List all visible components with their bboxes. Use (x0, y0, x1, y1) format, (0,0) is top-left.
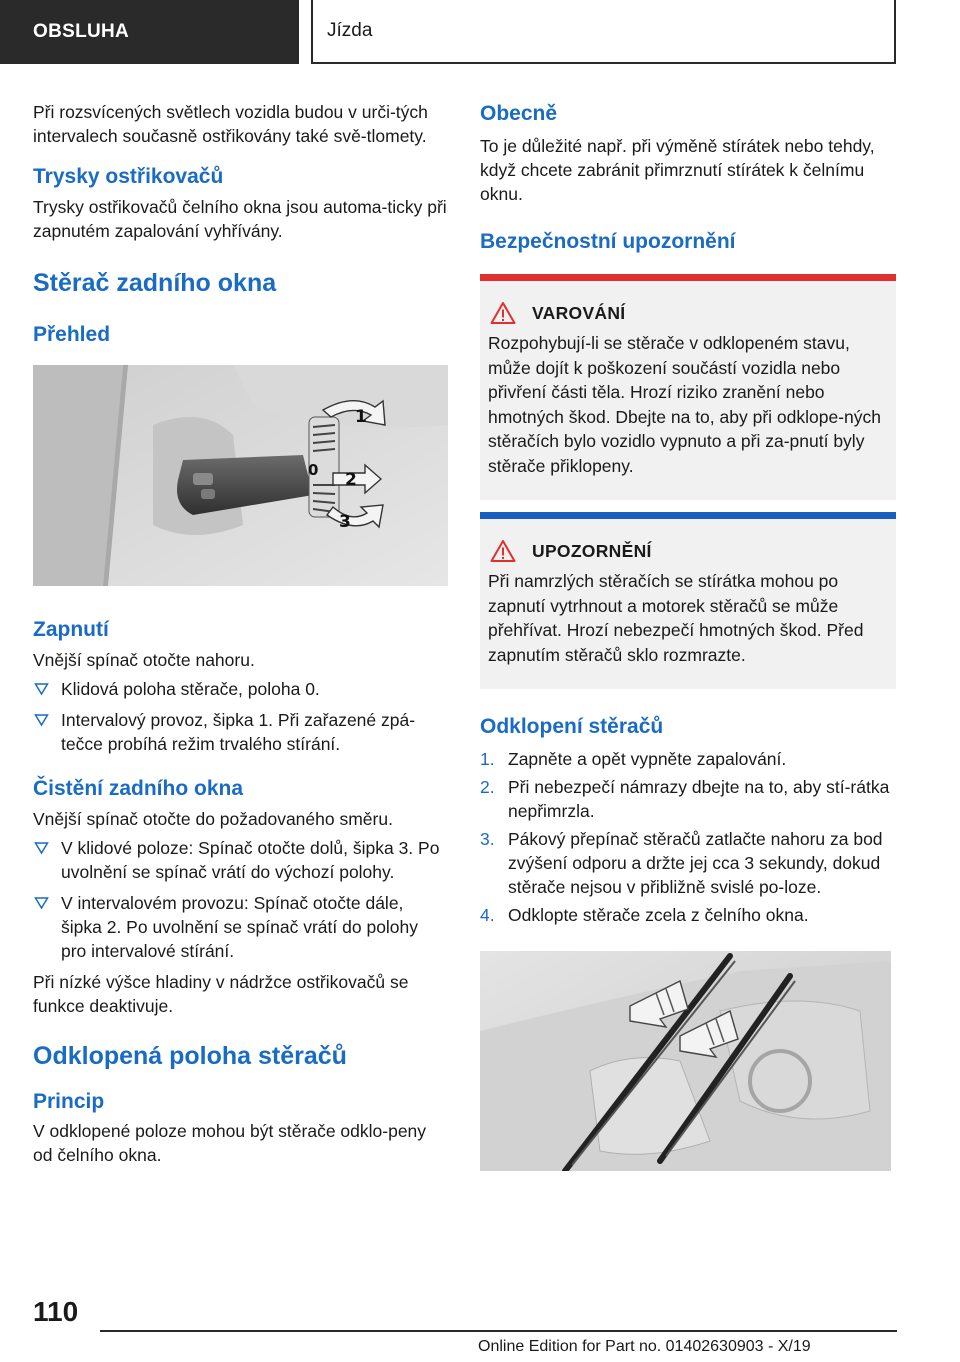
switch-on-text: Vnější spínač otočte nahoru. (33, 650, 255, 670)
triangle-bullet-icon (34, 713, 49, 727)
arrow-label-1: 1 (355, 407, 367, 427)
list-item (480, 827, 896, 899)
list-item-text: V intervalovém provozu: Spínač otočte dále, šipka 2. Po uvolnění se spínač vrátí do polohy pro intervalové stírání. (61, 893, 419, 961)
washer-jets-text: Trysky ostřikovačů čelního okna jsou automa-ticky při zapnutém zapalování vyhřívány. (33, 197, 447, 241)
general-heading: Obecně (480, 102, 558, 125)
section-label: Jízda (327, 20, 373, 41)
rear-wiper-heading: Stěrač zadního okna (33, 269, 277, 297)
list-item (480, 747, 896, 771)
rear-wiper-switch-photo (33, 365, 448, 586)
footer-divider (100, 1330, 897, 1332)
low-fluid-text: Při nízké výšce hladiny v nádržce ostřikovačů se funkce deaktivuje. (33, 972, 409, 1016)
step-text: Při nebezpečí námrazy dbejte na to, aby stí-rátka nepřimrzla. (508, 777, 890, 821)
switch-on-heading: Zapnutí (33, 618, 109, 641)
triangle-bullet-icon (34, 896, 49, 910)
chapter-tab (0, 0, 299, 64)
step-number: 2. (480, 777, 495, 797)
arrow-label-2: 2 (345, 470, 357, 490)
list-item-text: Intervalový provoz, šipka 1. Při zařazené zpá-tečce probíhá režim trvalého stírání. (61, 710, 416, 754)
left-column (33, 100, 448, 1167)
cleaning-list (33, 836, 448, 963)
principle-heading: Princip (33, 1090, 105, 1113)
section-header (311, 0, 896, 64)
chapter-label: OBSLUHA (33, 21, 130, 42)
list-item (480, 775, 896, 823)
folded-position-heading: Odklopená poloha stěračů (33, 1042, 347, 1070)
warning-title: VAROVÁNÍ (532, 302, 626, 323)
washer-jets-heading: Trysky ostřikovačů (33, 165, 224, 188)
list-item (33, 836, 448, 884)
list-item-text: V klidové poloze: Spínač otočte dolů, šipka 3. Po uvolnění se spínač vrátí do výchozí polohy. (61, 838, 440, 882)
safety-heading: Bezpečnostní upozornění (480, 230, 736, 253)
list-item (33, 708, 448, 756)
right-column (480, 100, 896, 1171)
cleaning-heading: Čistění zadního okna (33, 777, 244, 800)
step-text: Odklopte stěrače zcela z čelního okna. (508, 905, 809, 925)
switch-on-list (33, 677, 448, 756)
list-item (33, 677, 448, 701)
overview-heading: Přehled (33, 323, 111, 346)
fold-wipers-heading: Odklopení stěračů (480, 715, 664, 738)
caution-box (480, 512, 896, 689)
caution-text: Při namrzlých stěračích se stírátka mohou po zapnutí vytrhnout a motorek stěračů se může přehřívat. Hrozí nebezpečí hmotných škod. Před zapnutím stěračů sklo rozmrazte. (488, 571, 864, 665)
principle-text: V odklopené poloze mohou být stěrače odklo-peny od čelního okna. (33, 1121, 427, 1165)
list-item (480, 903, 896, 927)
warning-text: Rozpohybují-li se stěrače v odklopeném stavu, může dojít k poškození součástí vozidla nebo přivření části těla. Hrozí riziko zranění nebo hmotných škod. Dbejte na to, aby při odklope-ných stěračích bylo vozidlo vypnuto a při za-pnutí byly stěrače přiklopeny. (488, 333, 881, 476)
cleaning-text: Vnější spínač otočte do požadovaného směru. (33, 809, 393, 829)
step-number: 1. (480, 749, 495, 769)
caution-triangle-icon (490, 539, 516, 563)
triangle-bullet-icon (34, 682, 49, 696)
fold-steps-list (480, 747, 896, 927)
warning-box (480, 274, 896, 500)
folded-wipers-photo (480, 951, 891, 1171)
arrow-label-3: 3 (339, 512, 351, 532)
position-label-0: 0 (308, 461, 319, 479)
general-text: To je důležité např. při výměně stírátek nebo tehdy, když chcete zabránit přimrznutí stírátek k čelnímu oknu. (480, 136, 875, 204)
step-number: 3. (480, 829, 495, 849)
headlight-intro-text: Při rozsvícených světlech vozidla budou v urči-tých intervalech současně ostřikovány také svě-tlomety. (33, 102, 428, 146)
step-text: Pákový přepínač stěračů zatlačte nahoru za bod zvýšení odporu a držte jej cca 3 sekundy, dokud stěrače nejsou v přibližně svislé po-loze. (508, 829, 883, 897)
step-text: Zapněte a opět vypněte zapalování. (508, 749, 787, 769)
list-item-text: Klidová poloha stěrače, poloha 0. (61, 679, 320, 699)
edition-footer: Online Edition for Part no. 01402630903 - X/19 (478, 1338, 811, 1355)
list-item (33, 891, 448, 963)
caution-title: UPOZORNĚNÍ (532, 540, 652, 561)
step-number: 4. (480, 905, 495, 925)
page-number: 110 (33, 1296, 79, 1327)
warning-triangle-icon (490, 301, 516, 325)
triangle-bullet-icon (34, 841, 49, 855)
